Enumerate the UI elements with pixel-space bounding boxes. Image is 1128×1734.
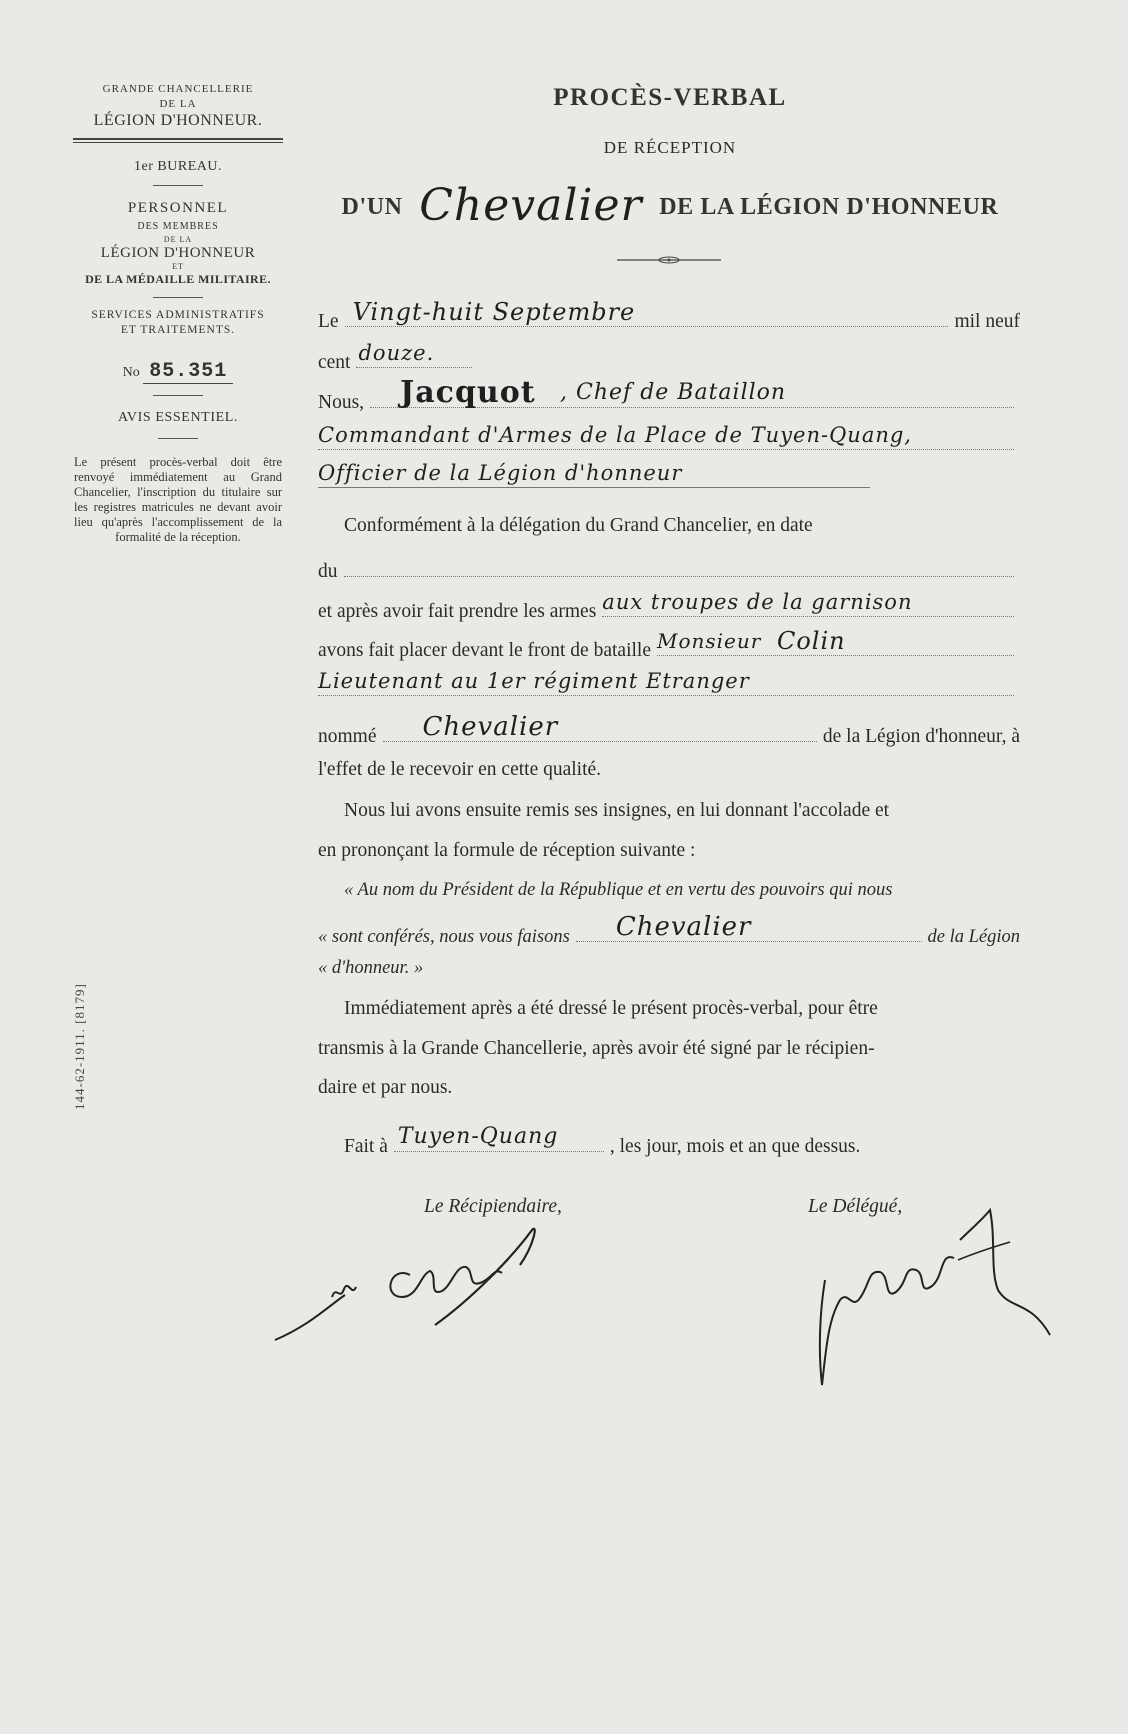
le-label: Le [318,311,339,332]
double-rule [73,138,283,143]
org-line-1: GRANDE CHANCELLERIE [102,83,254,95]
personnel-label: PERSONNEL [127,200,229,216]
remis-line-1 [318,798,1020,824]
grade-handwritten: Chevalier [419,180,643,231]
delegue-signature [790,1200,1060,1400]
medaille-label: DE LA MÉDAILLE MILITAIRE. [85,272,271,286]
fait-suffix: , les jour, mois et an que dessus. [609,1136,861,1157]
place-field [394,1124,604,1152]
front-line [318,627,1020,664]
armes-handwritten: aux troupes de la garnison [602,590,913,614]
date-line [318,298,1020,335]
date-field [345,298,949,327]
remis-text-1: Nous lui avons ensuite remis ses insignes, en lui donnant l'accolade et [344,800,890,821]
officer-field-2 [318,425,1014,450]
services-line-1: SERVICES ADMINISTRATIFS [91,309,265,321]
formule-line-3 [318,955,1020,981]
du-label: du [318,561,338,582]
bureau-label: 1er BUREAU. [134,159,222,174]
et-label: ET [172,262,184,271]
grade-heading [320,180,1020,231]
armes-line [318,592,1020,625]
formule-grade: Chevalier [615,912,752,942]
formule-suffix: de la Légion [927,927,1020,947]
officer-line-2 [318,425,1020,450]
delegue-label-text: Le Délégué, [808,1196,903,1217]
recipiendaire-label-text: Le Récipiendaire, [424,1196,562,1217]
fait-label: Fait à [344,1136,388,1157]
armes-field [602,592,1014,617]
immediatement-text-2: transmis à la Grande Chancellerie, après avoir été signé par le récipien- [318,1038,875,1059]
du-line [318,552,1020,585]
officer-field-3 [318,463,870,488]
divider [153,395,203,396]
divider [153,297,203,298]
formule-text-3: « d'honneur. » [318,958,424,978]
formule-line-2 [318,912,1020,950]
officer-rank: , Chef de Bataillon [560,380,787,405]
divider [158,438,198,439]
divider [153,185,203,186]
nomme-label: nommé [318,726,377,747]
officer-line-3 [318,463,1020,488]
dossier-number: 85.351 [143,360,233,384]
org-line-3: LÉGION D'HONNEUR. [93,112,263,129]
nomme-line [318,712,1020,750]
de-la-label: DE LA [163,235,193,244]
year-line [318,343,478,376]
sidebar [68,82,288,545]
number-prefix: No [122,365,140,380]
page-subtitle: DE RÉCEPTION [603,138,737,157]
front-field [656,627,1014,656]
grade-prefix: D'UN [341,194,403,220]
immediatement-line-2 [318,1036,1020,1062]
conformement-text: Conformément à la délégation du Grand Chancelier, en date [344,515,813,536]
place-handwritten: Tuyen-Quang [397,1124,559,1149]
formule-text-1: « Au nom du Président de la République et en vertu des pouvoirs qui nous [344,880,893,900]
page-title: PROCÈS-VERBAL [553,84,787,111]
org-line-2: DE LA [159,98,197,110]
recipiendaire-signature [270,1205,610,1355]
nomme-field [383,712,817,742]
armes-text: et après avoir fait prendre les armes [318,601,597,622]
monsieur-handwritten: Monsieur [656,629,762,653]
recipient-name: Colin [776,627,846,655]
formule-field [576,912,922,942]
nomme-suffix: de la Légion d'honneur, à [822,726,1020,747]
print-code: 144-62-1911. [8179] [72,983,87,1110]
immediatement-text-3: daire et par nous. [318,1077,453,1098]
des-membres-label: DES MEMBRES [137,221,219,232]
year-field [356,343,472,368]
immediatement-text-1: Immédiatement après a été dressé le présent procès-verbal, pour être [344,998,878,1019]
formule-text-2: « sont conférés, nous vous faisons [318,927,570,947]
dossier-number-row [68,360,288,383]
recipient-rank: Lieutenant au 1er régiment Etranger [318,669,750,693]
avis-text: Le présent procès-verbal doit être renvoyé immédiatement au Grand Chancelier, l'inscription du titulaire sur les registres matricules ne devant avoir lieu qu'après l'accomplissement de la formalité de la réception. [74,455,282,544]
services-line-2: ET TRAITEMENTS. [120,324,236,336]
ornament-divider [617,256,721,264]
officer-name: Jacquot [400,375,536,410]
avis-title: AVIS ESSENTIEL. [118,410,238,425]
nous-label: Nous, [318,392,365,413]
du-field [344,552,1015,577]
officer-line-3-text: Officier de la Légion d'honneur [318,461,683,485]
cent-label: cent [318,352,351,373]
fait-line [318,1124,1020,1160]
mil-neuf-label: mil neuf [954,311,1020,332]
immediatement-line-1 [318,996,1020,1022]
officer-line-2-text: Commandant d'Armes de la Place de Tuyen-Quang, [318,423,912,447]
grade-suffix: DE LA LÉGION D'HONNEUR [659,194,999,220]
year-handwritten: douze. [358,341,435,365]
date-handwritten: Vingt-huit Septembre [352,298,636,326]
effet-text: l'effet de le recevoir en cette qualité. [318,759,602,780]
officer-field [370,375,1014,410]
effet-line [318,757,1020,783]
remis-text-2: en prononçant la formule de réception suivante : [318,840,696,861]
immediatement-line-3 [318,1075,1020,1101]
recipient-rank-field [318,671,1014,696]
legion-label: LÉGION D'HONNEUR [100,245,256,261]
officer-line [318,375,1020,416]
conformement-line [318,513,1020,539]
recipient-rank-line [318,671,1020,696]
nomme-grade: Chevalier [422,712,559,742]
formule-line-1 [318,877,1020,903]
remis-line-2 [318,838,1020,864]
front-text: avons fait placer devant le front de bataille [318,640,651,661]
